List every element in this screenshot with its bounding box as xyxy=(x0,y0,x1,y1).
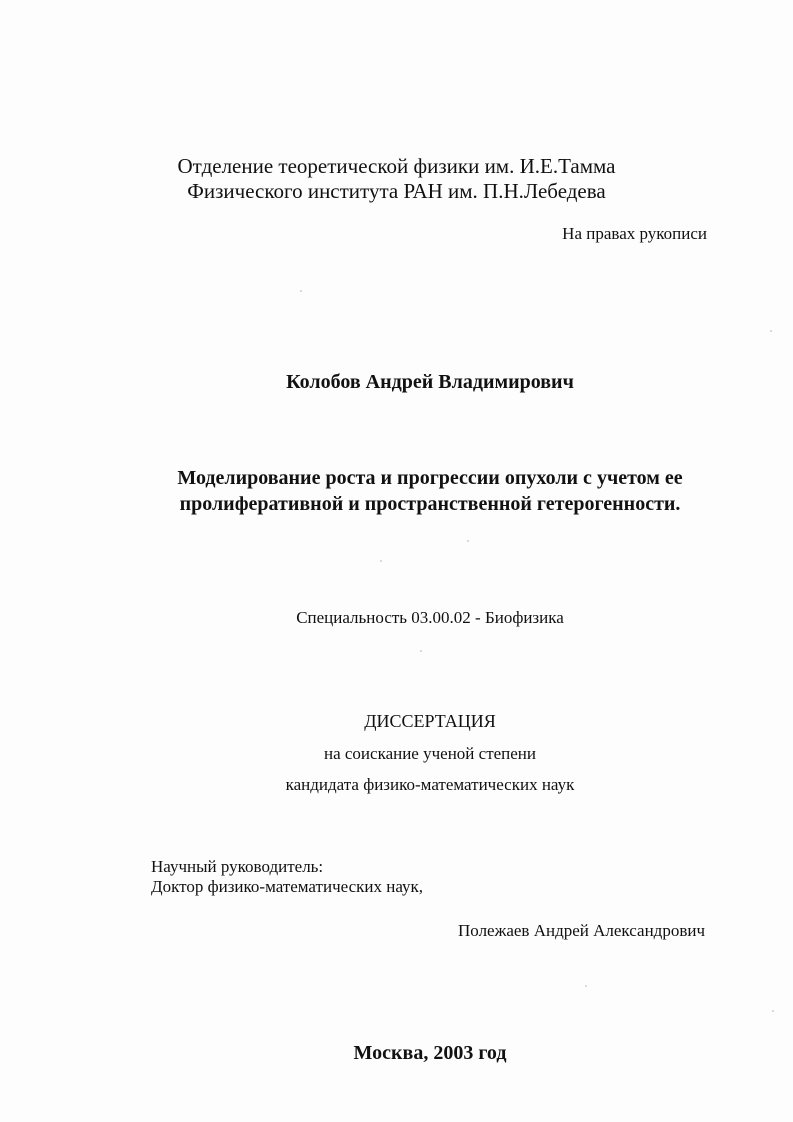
degree-line-2: кандидата физико-математических наук xyxy=(285,775,575,794)
supervisor-label: Научный руководитель: xyxy=(151,857,324,876)
scan-speck xyxy=(585,985,587,987)
institution-line-1: Отделение теоретической физики им. И.Е.Тамма xyxy=(177,154,616,178)
title-line-1: Моделирование роста и прогрессии опухоли с учетом ее xyxy=(177,467,683,489)
scan-speck xyxy=(300,290,302,292)
document-type: ДИССЕРТАЦИЯ xyxy=(364,711,496,731)
supervisor-name: Полежаев Андрей Александрович xyxy=(458,921,705,940)
scan-speck xyxy=(420,650,422,652)
title-line-2: пролиферативной и пространственной гетерогенности. xyxy=(179,493,681,515)
specialty: Специальность 03.00.02 - Биофизика xyxy=(296,608,564,627)
author-name: Колобов Андрей Владимирович xyxy=(286,371,574,393)
scan-speck xyxy=(770,330,772,332)
institution-line-2: Физического института РАН им. П.Н.Лебедева xyxy=(187,179,606,203)
scan-speck xyxy=(380,560,382,562)
scan-speck xyxy=(467,540,469,542)
scan-speck xyxy=(772,1010,774,1012)
rights-note: На правах рукописи xyxy=(562,224,707,243)
degree-line-1: на соискание ученой степени xyxy=(323,744,537,763)
supervisor-title: Доктор физико-математических наук, xyxy=(151,877,424,896)
city-year: Москва, 2003 год xyxy=(353,1042,507,1064)
